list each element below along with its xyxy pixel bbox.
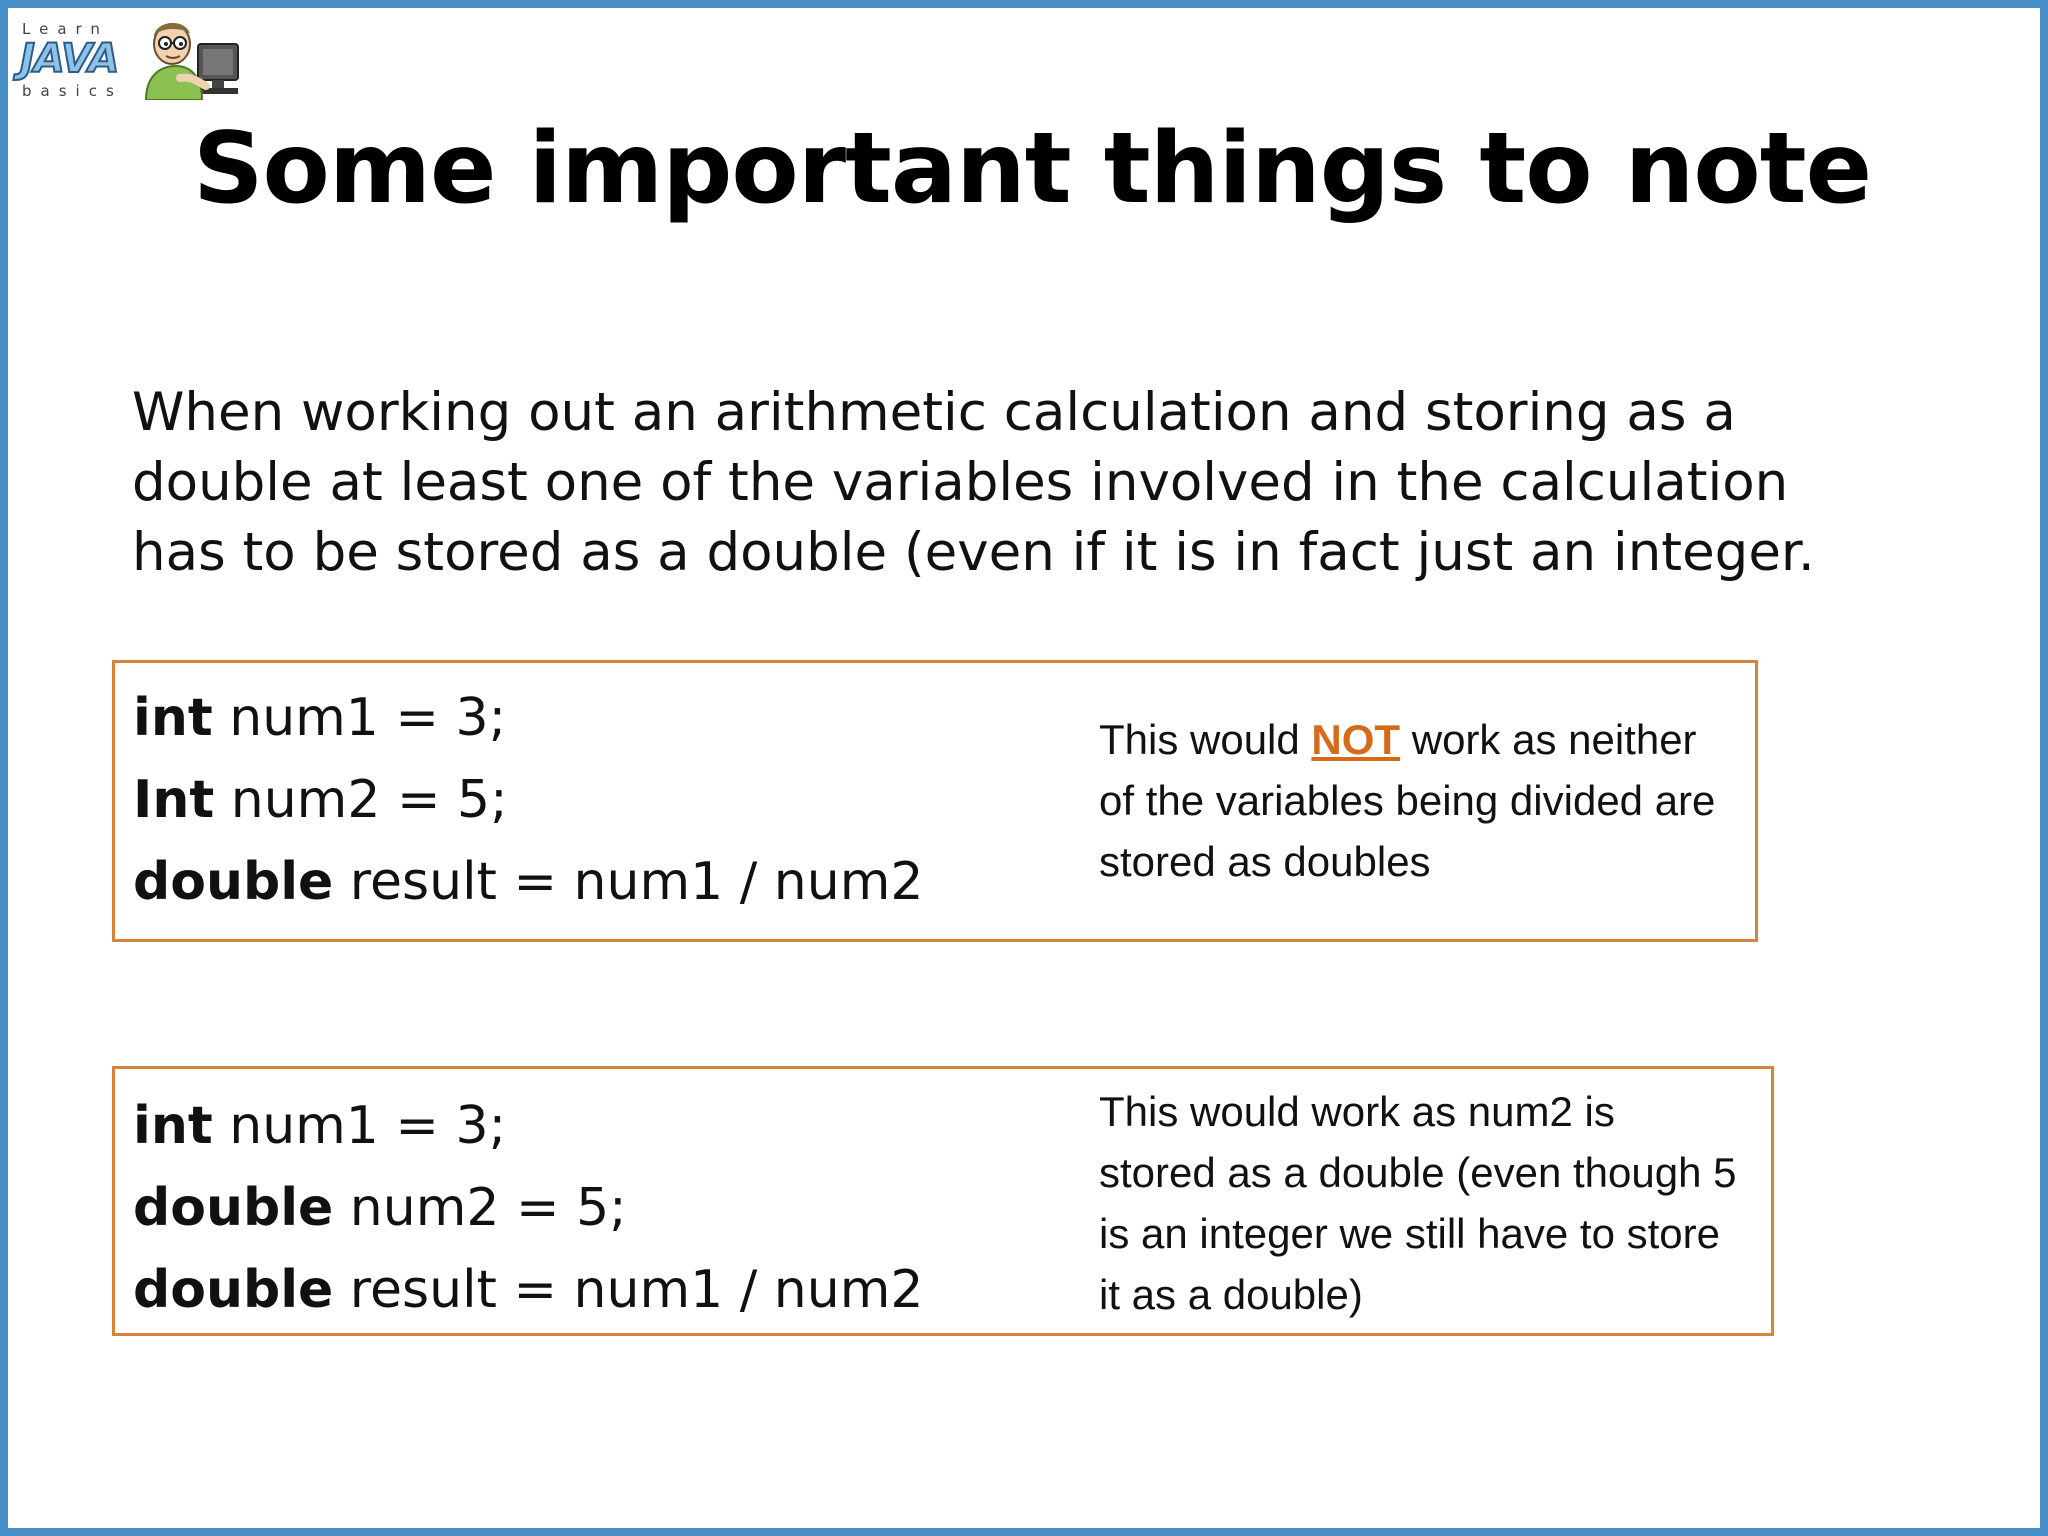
code-text: num2 = 5; [333,1178,627,1238]
code-text: num1 = 3; [212,1096,507,1156]
code-text: result = num1 / num2 [333,1260,924,1320]
note-text-start: This would [1099,716,1312,763]
code-line [133,759,923,841]
explanation-note: This would work as num2 is stored as a double (even though 5 is an integer we still have to store it as a double) [1099,1088,1737,1318]
code-line [133,1085,923,1167]
intro-paragraph: When working out an arithmetic calculation and storing as a double at least one of the variables involved in the calculation has to be stored as a double (even if it is in fact just an integer. [132,382,1815,583]
not-emphasis: NOT [1311,716,1401,763]
logo-java-text: JAVA [20,36,119,82]
programmer-at-computer-icon [140,16,244,100]
example-box-not-working [112,660,1758,942]
code-block [133,1085,923,1331]
code-line [133,841,923,923]
explanation-note [1099,709,1739,892]
code-line [133,1249,923,1331]
code-text: num1 = 3; [212,688,507,748]
code-keyword: double [133,1260,334,1320]
logo-basics-text: basics [22,82,123,100]
logo-learn-text: Learn [22,20,109,38]
code-keyword: int [133,1096,213,1156]
code-keyword: double [133,852,334,912]
code-keyword: double [133,1178,334,1238]
code-keyword: int [133,688,213,748]
code-keyword: Int [133,770,215,830]
slide-title: Some important things to note [192,112,1872,226]
code-line [133,677,923,759]
learn-java-basics-logo [12,12,242,100]
example-box-working [112,1066,1774,1336]
code-line [133,1167,923,1249]
note-text-end: work as neither of the variables being divided are stored as doubles [1099,716,1716,885]
code-text: result = num1 / num2 [333,852,924,912]
code-text: num2 = 5; [214,770,508,830]
logo-wordmark [18,20,128,100]
code-block [133,677,923,923]
